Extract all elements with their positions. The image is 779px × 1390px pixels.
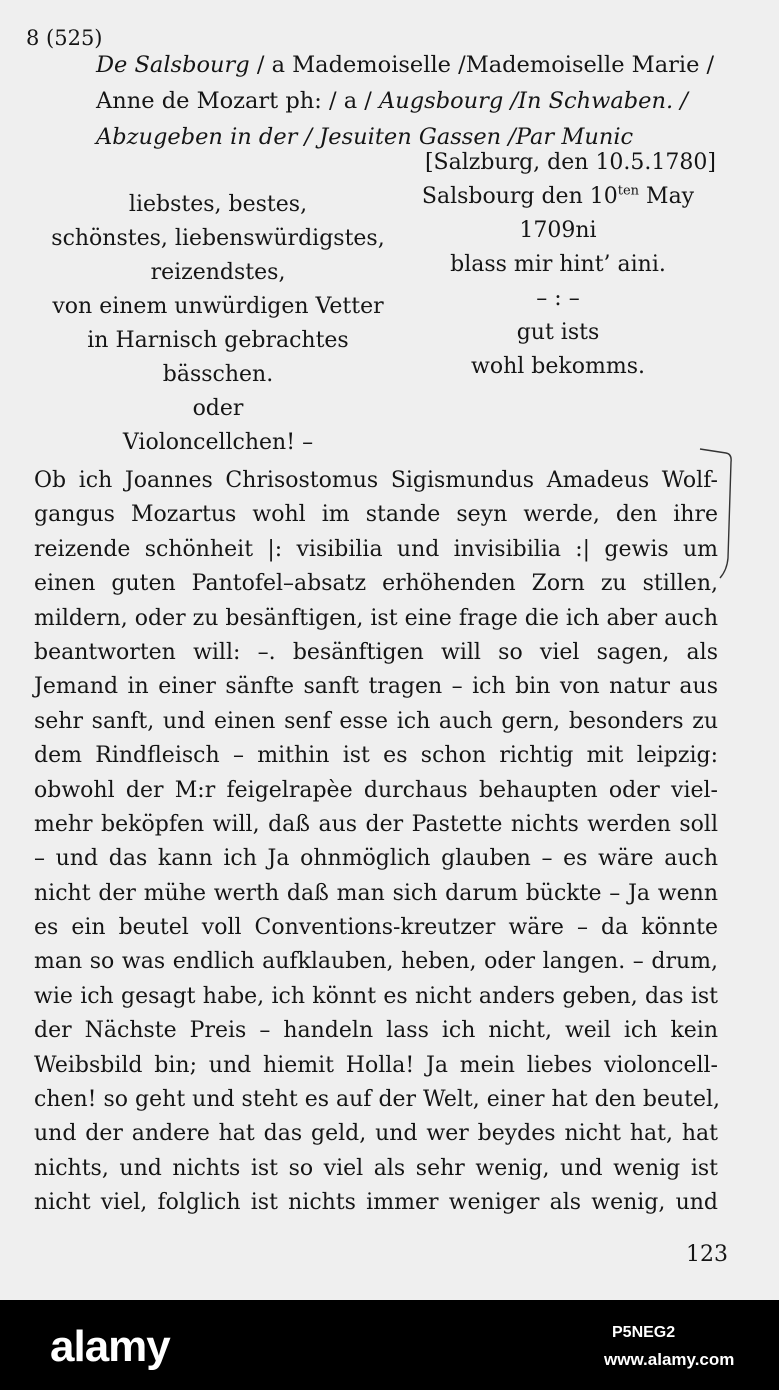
salutation-line: bässchen.	[162, 362, 274, 387]
address-line-1	[96, 52, 714, 78]
salutation-line: oder	[192, 396, 244, 421]
body-line: nichts, und nichts ist so viel als sehr wenig, und wenig ist	[34, 1155, 718, 1181]
address-recipient: / a Mademoiselle /Mademoiselle Marie /	[249, 52, 715, 78]
address-line-2	[96, 88, 688, 114]
salutation-line: in Harnisch gebrachtes	[87, 328, 349, 353]
body-line: sehr sanft, und einen senf esse ich auch gern, besonders zu	[34, 708, 718, 734]
body-line: wie ich gesagt habe, ich könnt es nicht anders geben, das ist	[34, 983, 718, 1009]
date-original: Salsbourg den $10^{ten}$ May	[421, 183, 695, 209]
body-line: einen guten Pantofel–absatz erhöhenden Zorn zu stillen,	[34, 571, 718, 597]
right-line: gut ists	[516, 320, 600, 345]
salutation-line: von einem unwürdigen Vetter	[52, 294, 384, 319]
footer-url: www.alamy.com	[604, 1350, 735, 1369]
body-line: und der andere hat das geld, und wer beydes nicht hat, hat	[34, 1121, 718, 1147]
dateline-column	[400, 146, 716, 384]
image-id: P5NEG2	[612, 1324, 676, 1341]
body-line: man so was endlich aufklauben, heben, oder langen. – drum,	[34, 949, 718, 975]
body-line: dem Rindfleisch – mithin ist es schon richtig mit leipzig:	[34, 743, 718, 769]
body-line: mildern, oder zu besänftigen, ist eine frage die ich aber auch	[34, 605, 718, 631]
address-destination: Augsbourg /In Schwaben. /	[379, 88, 688, 114]
address-recipient-name: Anne de Mozart ph: / a /	[96, 88, 380, 114]
body-line: chen! so geht und steht es auf der Welt, einer hat den beutel,	[34, 1087, 721, 1113]
salutation-line: schönstes, liebenswürdigstes,	[51, 226, 385, 251]
right-line: blass mir hint’ aini.	[450, 252, 666, 277]
body-line: es ein beutel voll Conventions-kreutzer wäre – da könnte	[34, 915, 718, 941]
body-line: der Nächste Preis – handeln lass ich nicht, weil ich kein	[34, 1018, 718, 1044]
body-line: obwohl der M:r feigelrapèe durchaus behaupten oder viel-	[34, 777, 718, 803]
right-line: 1709ni	[519, 218, 597, 243]
alamy-logo: alamy	[50, 1322, 170, 1371]
body-line: Jemand in einer sänfte sanft tragen – ich bin von natur aus	[34, 674, 718, 700]
body-line: mehr beköpfen will, daß aus der Pastette nichts werden soll	[34, 811, 718, 837]
stock-footer-bar	[0, 1300, 779, 1390]
salutation-line: Violoncellchen! –	[122, 430, 314, 455]
body-line: beantworten will: –. besänftigen will so viel sagen, als	[34, 639, 718, 665]
letter-body	[34, 464, 721, 1221]
right-line: – : –	[536, 286, 580, 311]
salutation-line: liebstes, bestes,	[128, 192, 308, 217]
body-line: nicht viel, folglich ist nichts immer weniger als wenig, und	[34, 1190, 718, 1216]
body-line: gangus Mozartus wohl im stande seyn werde, den ihre	[34, 502, 718, 528]
body-line: – und das kann ich Ja ohnmöglich glauben – es wäre auch	[34, 846, 718, 872]
address-sender-place: De Salsbourg	[96, 52, 250, 78]
date-bracket: [Salzburg, den 10.5.1780]	[424, 150, 716, 175]
letter-number: 8 (525)	[26, 26, 103, 50]
salutation-line: reizendstes,	[150, 260, 286, 285]
address-street: Abzugeben in der / Jesuiten Gassen /Par Munic	[96, 124, 634, 150]
right-line: wohl bekomms.	[471, 354, 645, 379]
body-line: Weibsbild bin; und hiemit Holla! Ja mein liebes violoncell-	[34, 1052, 718, 1078]
body-line: Ob ich Joannes Chrisostomus Sigismundus Amadeus Wolf-	[34, 468, 718, 493]
salutation-column	[28, 188, 408, 460]
body-line: nicht der mühe werth daß man sich darum bückte – Ja wenn	[34, 880, 718, 906]
body-line: reizende schönheit |: visibilia und invisibilia :| gewis um	[34, 536, 718, 562]
page-number: 123	[686, 1242, 728, 1267]
